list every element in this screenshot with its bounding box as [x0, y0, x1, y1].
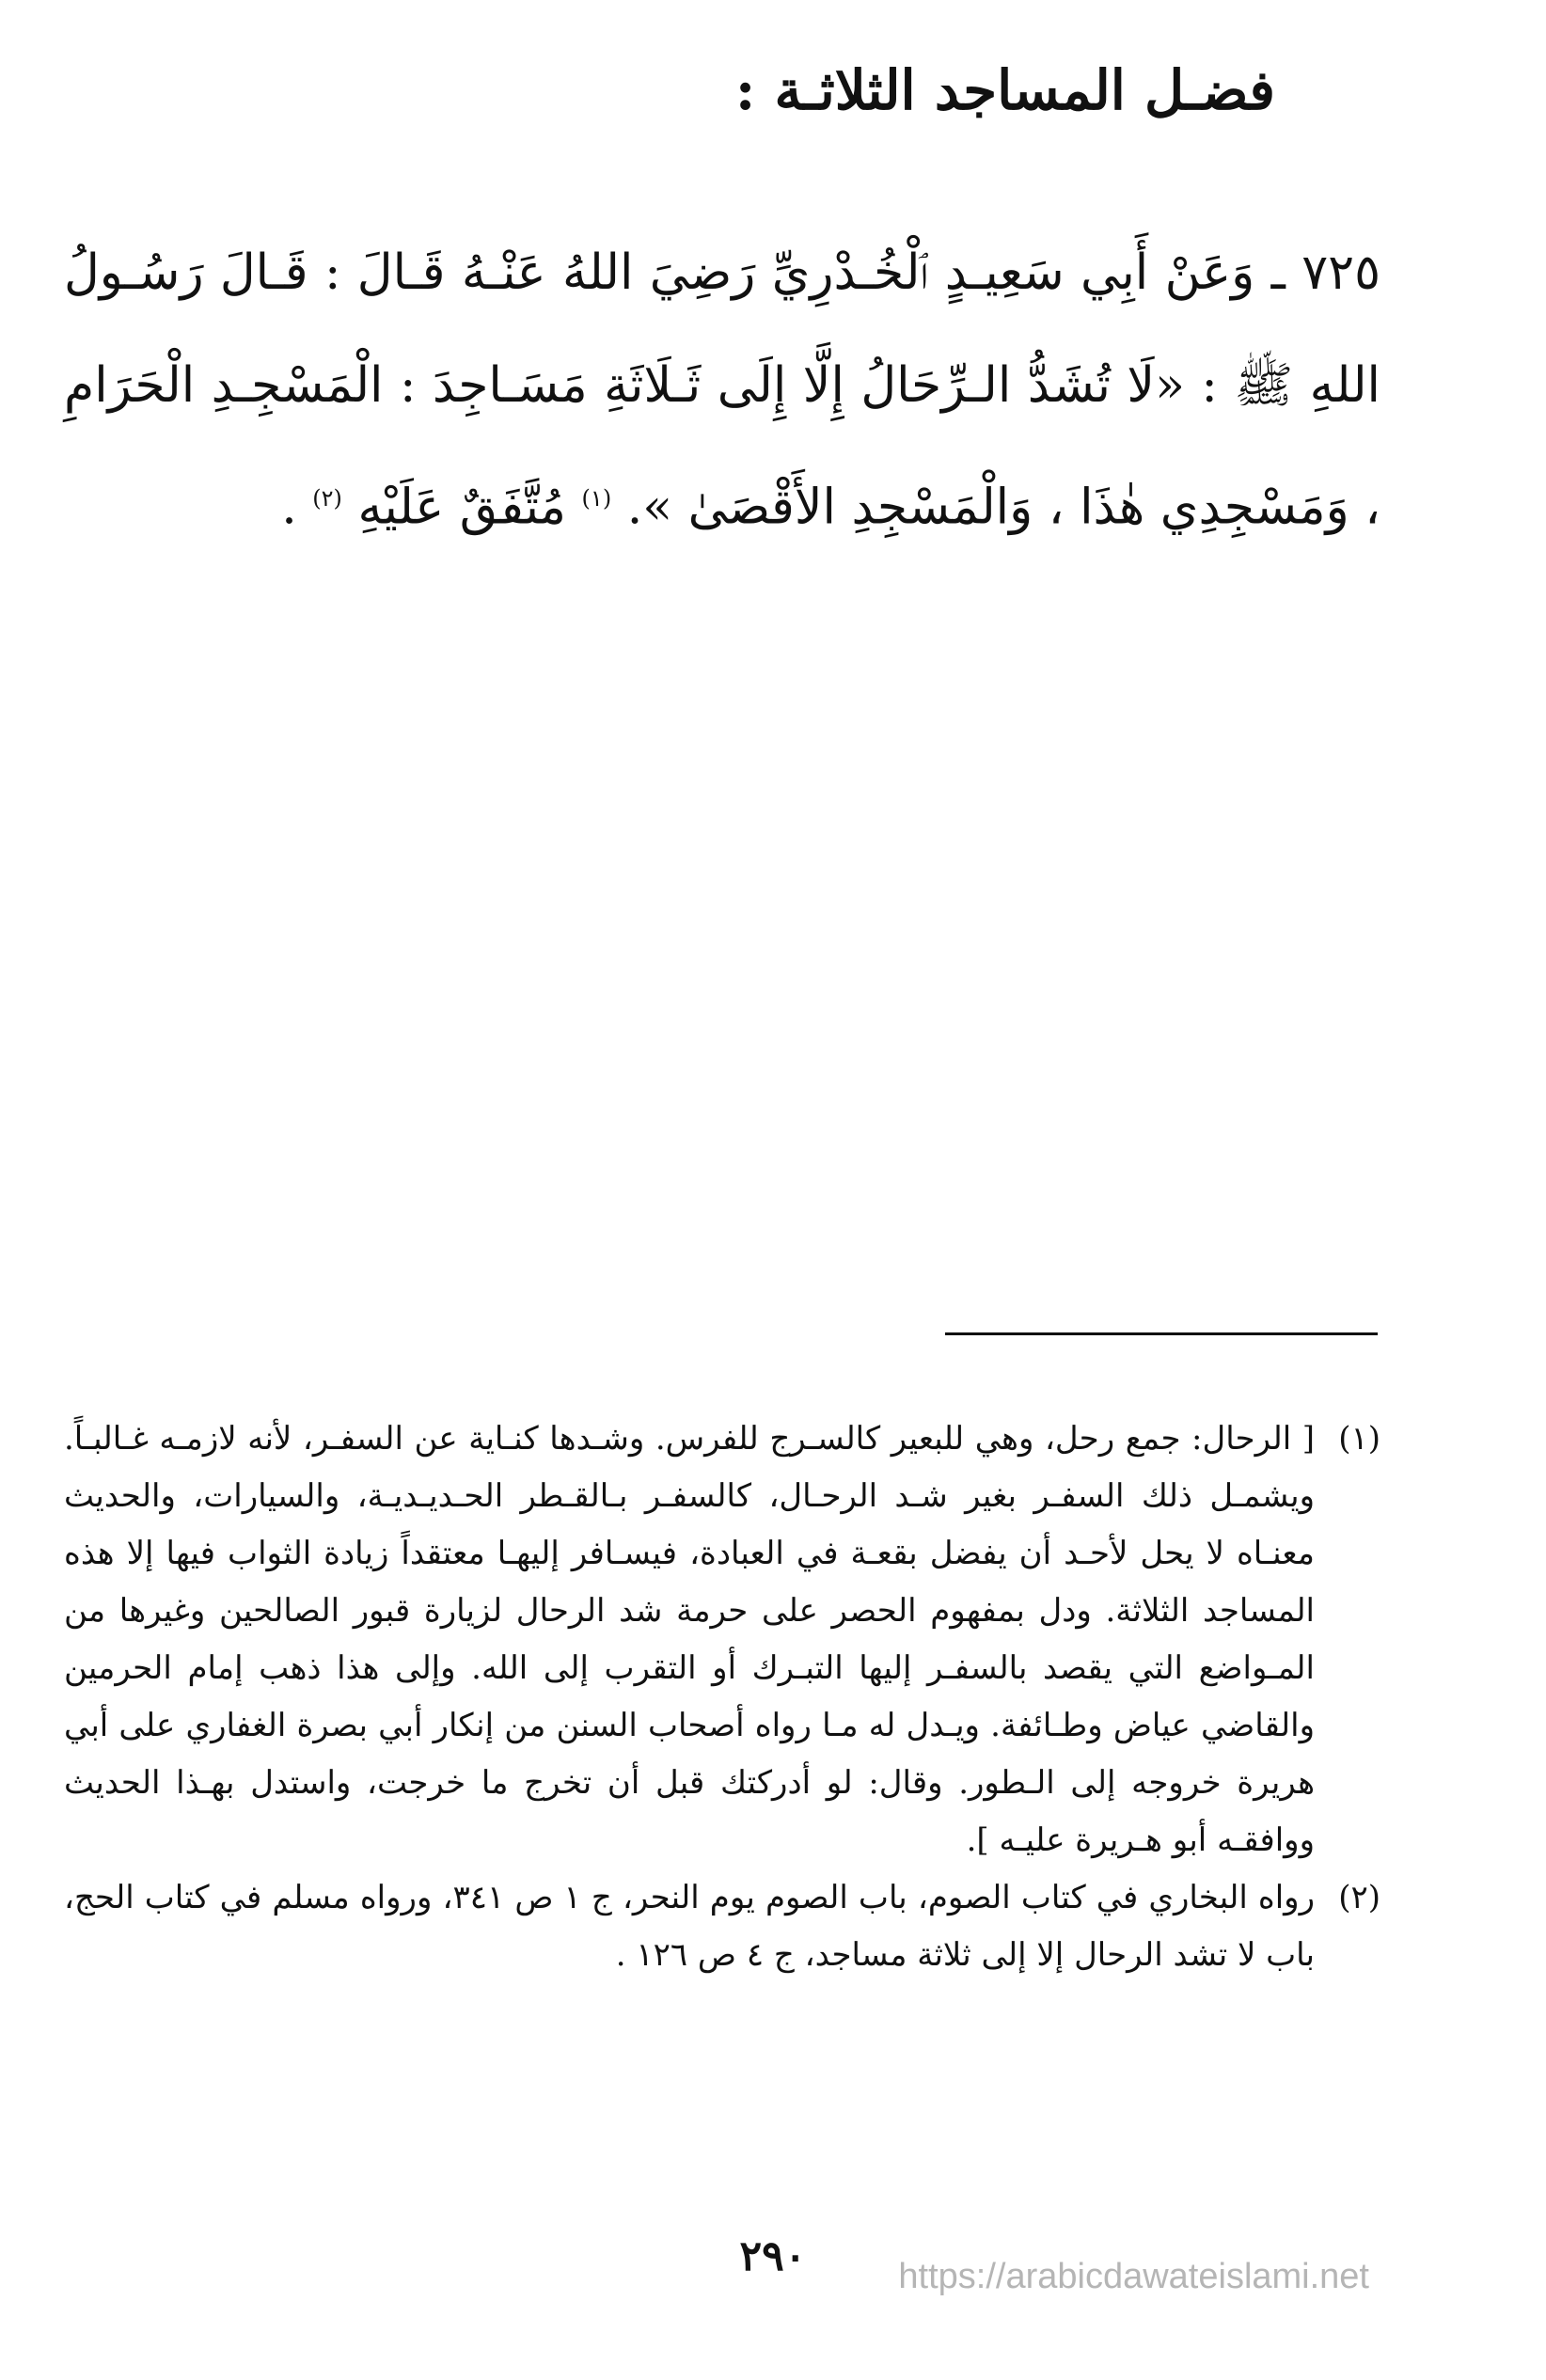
footnote-text: [ الرحال: جمع رحل، وهي للبعير كالسـرج للفرس. وشـدها كنـاية عن السفـر، لأنه لازمـه غـالبـاً. ويشمـل ذلك السفـر بغير شـد الرحـال، كالسفـر بـالقـطر الحـديـديـة، والسيارات، والحديث معنـاه لا يحل لأحـد أن يفضل بقعـة في العبادة، فيسـافر إليهـا معتقداً زيادة الثواب فيها إلا هذه المساجد الثلاثة. ودل بمفهوم الحصر على حرمة شد الرحال لزيارة قبور الصالحين وغيرها من المـواضع التي يقصد بالسفـر إليها التبـرك أو التقرب إلى الله. وإلى هذا ذهب إمام الحرمين والقاضي عياض وطـائفة. ويـدل له مـا رواه أصحاب السنن من إنكار أبي بصرة الغفاري على أبي هريرة خروجه إلى الـطور. وقال: لو أدركتك قبل أن تخرج ما خرجت، واستدل بهـذا الحديث ووافقـه أبو هـريرة عليـه ].: [64, 1420, 1315, 1859]
hadith-footnote-ref-1: (١): [581, 485, 612, 512]
hadith-footnote-ref-2: (٢): [312, 485, 342, 512]
hadith-body: ٧٢٥ ـ وَعَنْ أَبِي سَعِيـدٍ ٱلْخُـدْرِيِّ رَضِيَ اللهُ عَنْـهُ قَـالَ : قَـالَ رَسُـولُ اللهِ ﷺ : «لَا تُشَدُّ الـرِّحَالُ إِلَّا إِلَى ثَـلَاثَةِ مَسَـاجِدَ : الْمَسْجِـدِ الْحَرَامِ ، وَمَسْجِدِي هٰذَا ، وَالْمَسْجِدِ الأَقْصَىٰ ».: [64, 244, 1380, 536]
footnote-2: [64, 1869, 1380, 1984]
page-number: ٢٩٠: [739, 2232, 807, 2280]
footnote-text: رواه البخاري في كتاب الصوم، باب الصوم يوم النحر، ج ١ ص ٣٤١، ورواه مسلم في كتاب الحج، باب لا تشد الرحال إلا إلى ثلاثة مساجد، ج ٤ ص ١٢٦ .: [64, 1879, 1315, 1974]
footnote-number: (٢): [1338, 1879, 1380, 1916]
hadith-end-mark: .: [281, 479, 297, 536]
footnote-separator-line: [945, 1332, 1378, 1335]
footnote-number: (١): [1338, 1420, 1380, 1458]
hadith-takhrij: مُتَّفَقٌ عَلَيْهِ: [357, 479, 567, 536]
hadith-text-block: [64, 216, 1380, 563]
footnotes-section: [64, 1411, 1380, 1984]
section-heading: فضـل المساجد الثلاثـة :: [734, 58, 1275, 122]
footnote-1: [64, 1411, 1380, 1869]
watermark-url: https://arabicdawateislami.net: [898, 2257, 1369, 2296]
